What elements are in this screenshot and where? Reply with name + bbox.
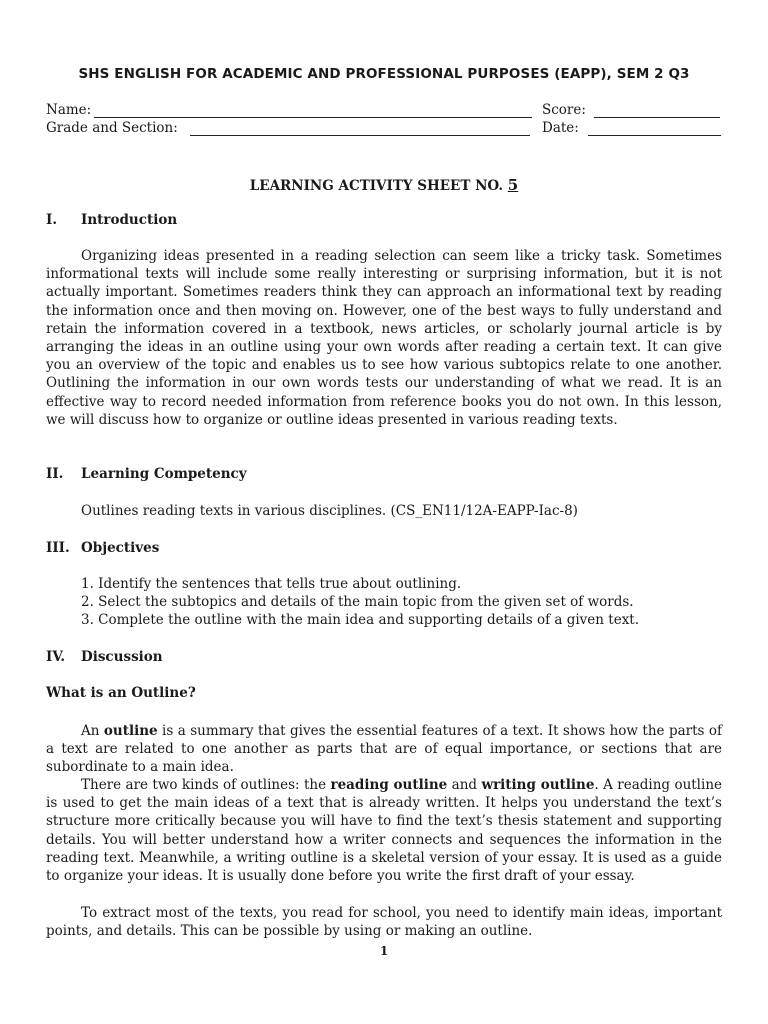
sheet-title [0, 176, 768, 194]
score-field[interactable] [594, 117, 720, 118]
outline-definition-paragraph [46, 722, 722, 777]
outline-subheading: What is an Outline? [46, 685, 196, 701]
date-label: Date: [542, 120, 579, 136]
section-intro-title: Introduction [81, 212, 178, 228]
section-objectives-title: Objectives [81, 540, 160, 556]
sheet-number: 5 [507, 176, 519, 194]
grade-section-label: Grade and Section: [46, 120, 178, 136]
p1-text-b: is a summary that gives the essential features of a text. It shows how the parts of a text are related to one another as parts that are of equal importance, or sections that are subordinate to a main idea. [46, 723, 722, 776]
p1-text-a: An [81, 723, 104, 739]
p1-bold-outline: outline [103, 723, 158, 739]
date-field[interactable] [588, 135, 721, 136]
name-label: Name: [46, 102, 92, 118]
p2-text-a: There are two kinds of outlines: the [81, 777, 331, 793]
sheet-title-prefix: LEARNING ACTIVITY SHEET NO. [249, 178, 504, 194]
objective-item: 1. Identify the sentences that tells true about outlining. [81, 576, 462, 592]
objectives-list [81, 575, 639, 630]
outline-extract-paragraph: To extract most of the texts, you read for school, you need to identify main ideas, important points, and details. This can be possible by using or making an outline. [46, 905, 722, 940]
section-objectives-number: III. [46, 540, 70, 556]
score-label: Score: [542, 102, 586, 118]
grade-section-field[interactable] [190, 135, 530, 136]
objective-item: 3. Complete the outline with the main idea and supporting details of a given text. [81, 612, 640, 629]
competency-text: Outlines reading texts in various disciplines. (CS_EN11/12A-EAPP-Iac-8) [81, 503, 578, 519]
section-discussion-number: IV. [46, 649, 66, 665]
document-header-title: SHS ENGLISH FOR ACADEMIC AND PROFESSIONAL PURPOSES (EAPP), SEM 2 Q3 [78, 66, 690, 82]
p2-text-mid: and [447, 777, 482, 793]
p2-bold-writing-outline: writing outline [481, 777, 595, 793]
section-competency-title: Learning Competency [81, 466, 247, 482]
intro-paragraph: Organizing ideas presented in a reading selection can seem like a tricky task. Sometimes informational texts will include some really interesting or surprising information, but it is not actually important. Sometimes readers think they can approach an informational text by reading the information once and then moving on. However, one of the best ways to fully understand and retain the information covered in a textbook, news articles, or scholarly journal article is by arranging the ideas in an outline using your own words after reading a certain text. It can give you an overview of the topic and enables us to see how various subtopics relate to one another. Outlining the information in our own words tests our understanding of what we read. It is an effective way to record needed information from reference books you do not own. In this lesson, we will discuss how to organize or outline ideas presented in various reading texts. [46, 248, 722, 428]
name-field[interactable] [94, 117, 532, 118]
objective-item: 2. Select the subtopics and details of the main topic from the given set of words. [81, 594, 634, 611]
section-discussion-title: Discussion [81, 649, 163, 665]
section-intro-number: I. [46, 212, 58, 228]
outline-kinds-paragraph [46, 776, 722, 885]
p2-bold-reading-outline: reading outline [330, 777, 448, 793]
page-number: 1 [379, 944, 389, 958]
section-competency-number: II. [46, 466, 64, 482]
p2-text-b: . A reading outline is used to get the main ideas of a text that is already written. It helps you understand the text’s structure more critically because you will have to find the text’s thesis statement and supporting details. You will better understand how a writer connects and sequences the information in the reading text. Meanwhile, a writing outline is a skeletal version of your essay. It is used as a guide to organize your ideas. It is usually done before you write the first draft of your essay. [46, 777, 723, 885]
